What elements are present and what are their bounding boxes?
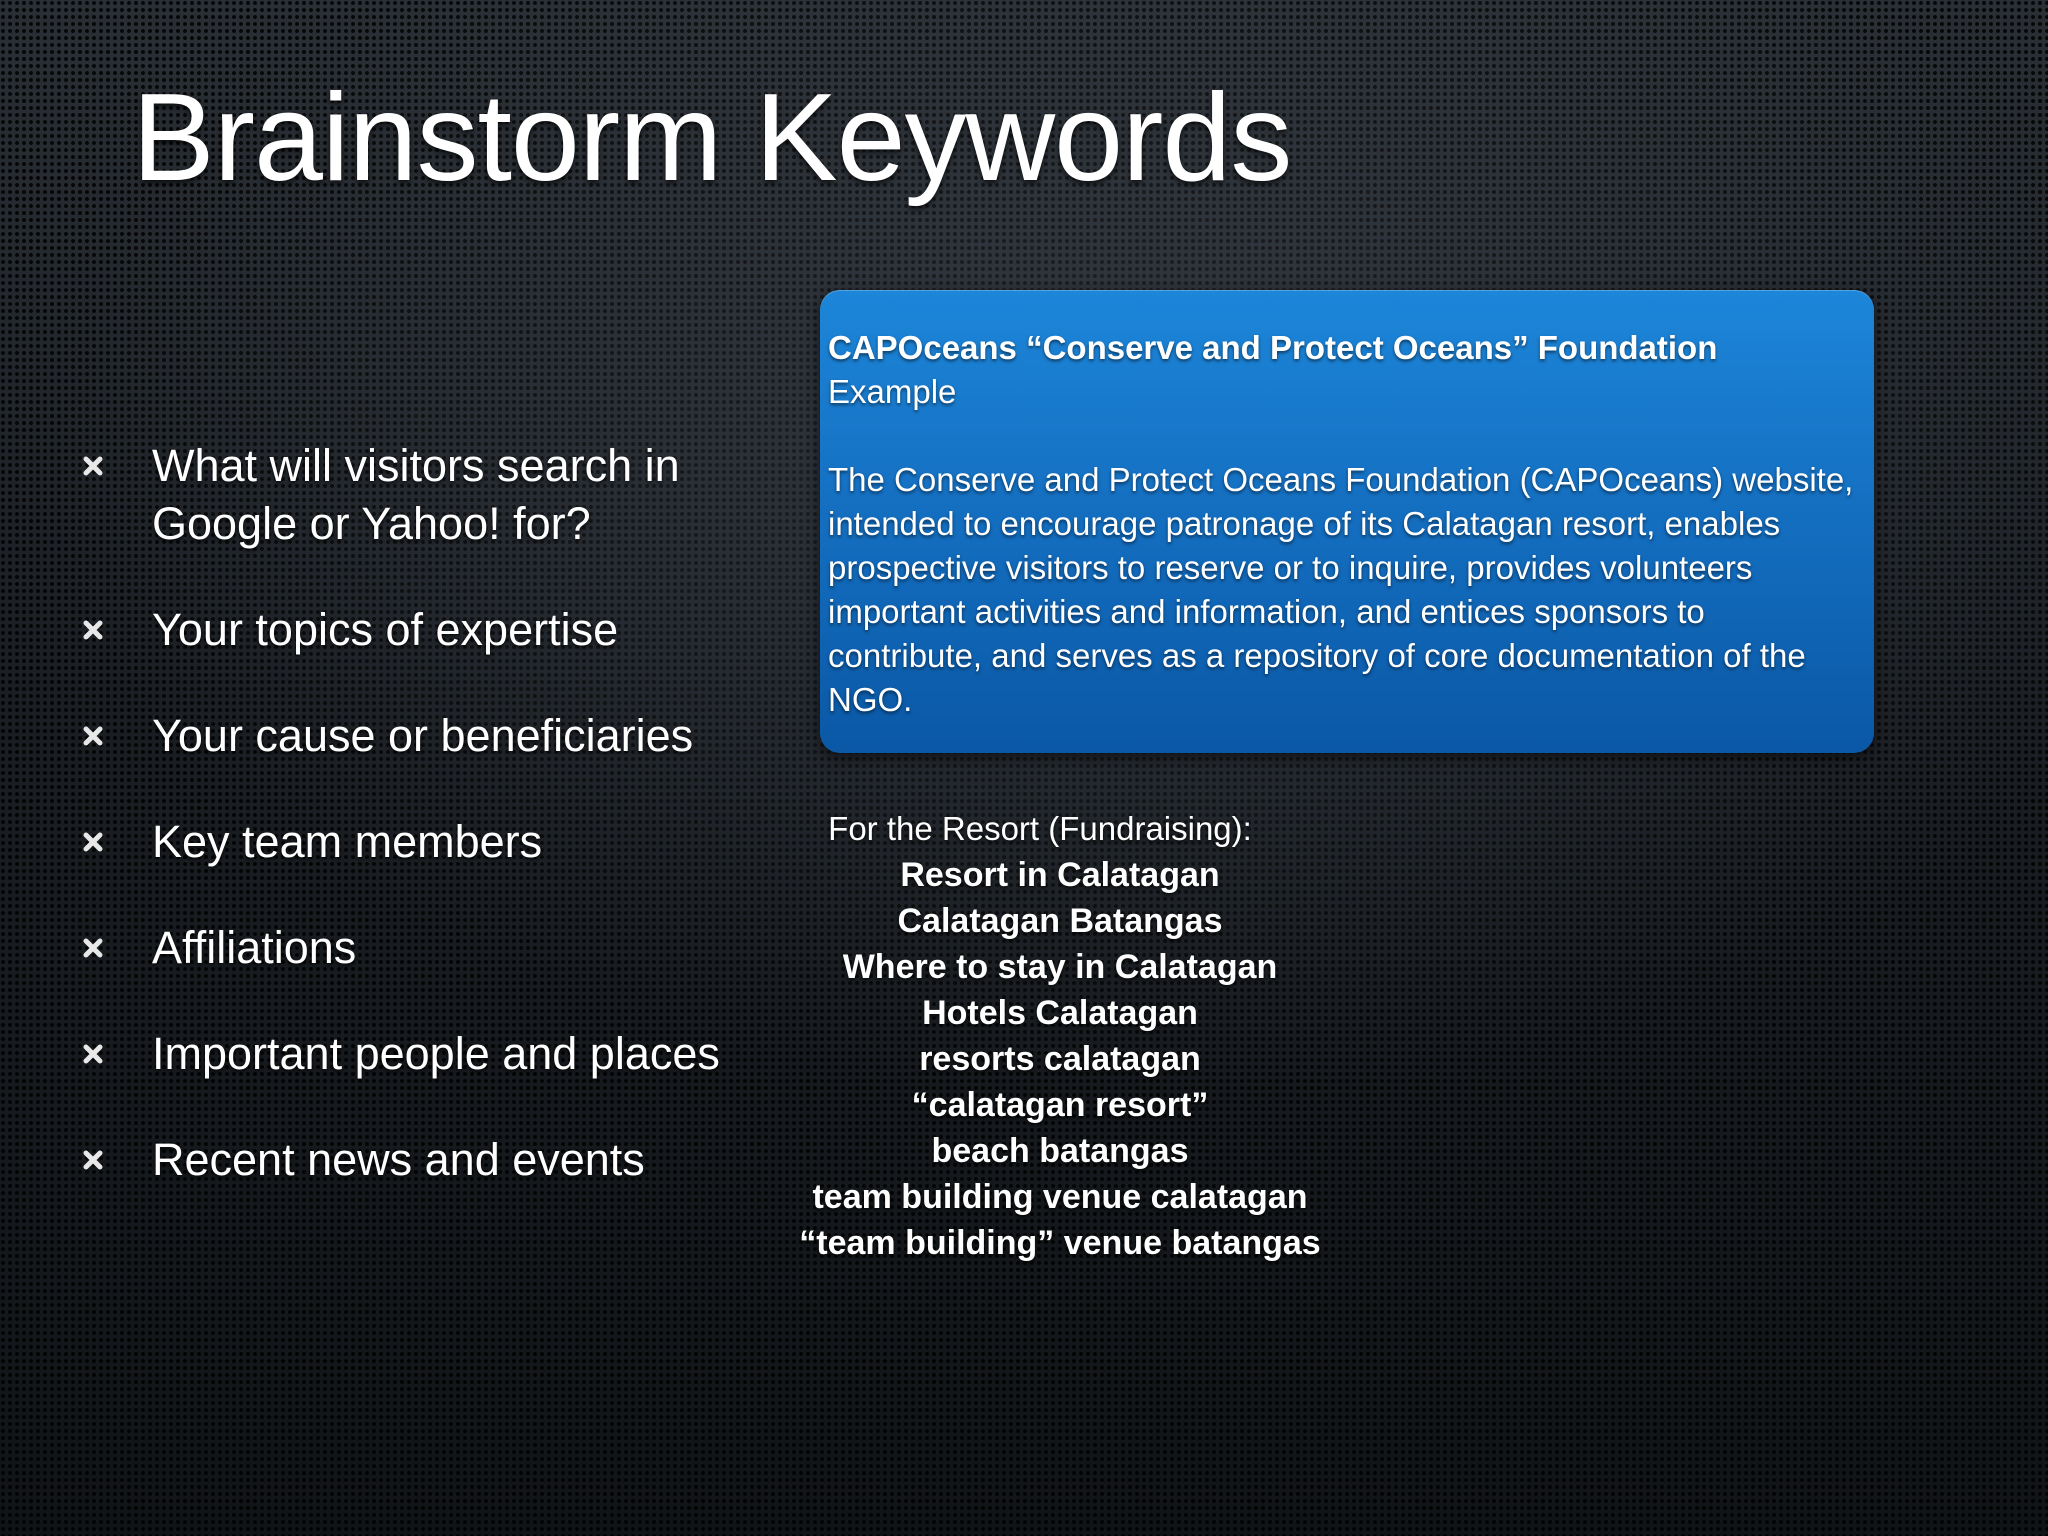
bullet-text: Your topics of expertise [152,604,619,655]
bullet-item [82,437,802,553]
bullet-item [82,707,802,765]
x-bullet-icon [82,619,104,641]
callout-subheading: Example [828,373,957,410]
bullet-text: What will visitors search in Google or Yahoo! for? [152,440,680,549]
x-bullet-icon [82,1043,104,1065]
x-bullet-icon [82,831,104,853]
bullet-text: Your cause or beneficiaries [152,710,694,761]
keyword-section [760,806,1360,1266]
bullet-item [82,601,802,659]
keyword-item: Where to stay in Calatagan [842,948,1278,986]
callout-heading: CAPOceans “Conserve and Protect Oceans” Foundation [828,329,1718,366]
keyword-item: Hotels Calatagan [922,994,1198,1032]
callout-body: The Conserve and Protect Oceans Foundation (CAPOceans) website, intended to encourage patronage of its Calatagan resort, enables prospective visitors to reserve or to inquire, provides volunteers important activities and information, and entices sponsors to contribute, and serves as a repository of core documentation of the NGO. [828,461,1854,718]
bullet-text: Affiliations [152,922,357,973]
keyword-section-label: For the Resort (Fundraising): [828,810,1252,847]
keyword-item: Calatagan Batangas [897,902,1223,940]
keyword-item: “team building” venue batangas [799,1224,1321,1262]
keyword-item: Resort in Calatagan [900,856,1220,894]
x-bullet-icon [82,1149,104,1171]
keyword-item: beach batangas [931,1132,1189,1170]
bullet-item [82,1131,802,1189]
bullet-item [82,919,802,977]
bullet-list [82,437,802,1237]
keyword-item: team building venue calatagan [812,1178,1308,1216]
x-bullet-icon [82,725,104,747]
slide-title: Brainstorm Keywords [132,69,1292,207]
example-callout-box [820,290,1874,753]
bullet-text: Important people and places [152,1028,720,1079]
x-bullet-icon [82,455,104,477]
keyword-item: “calatagan resort” [911,1086,1209,1124]
keyword-list [760,852,1360,1266]
bullet-item [82,1025,802,1083]
bullet-text: Key team members [152,816,543,867]
bullet-item [82,813,802,871]
keyword-item: resorts calatagan [919,1040,1201,1078]
x-bullet-icon [82,937,104,959]
bullet-text: Recent news and events [152,1134,645,1185]
